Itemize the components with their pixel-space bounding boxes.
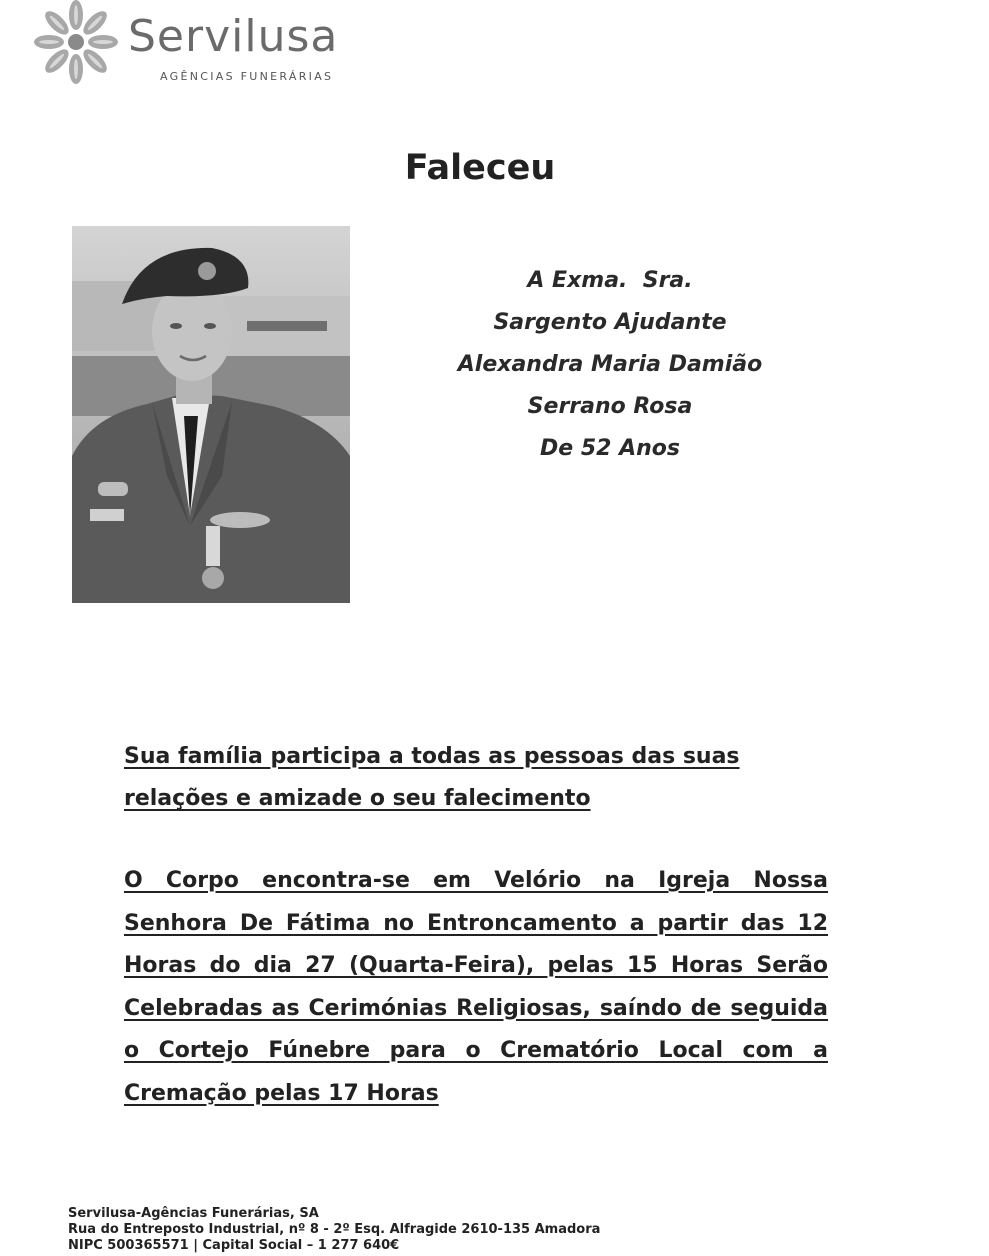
family-announcement: Sua família participa a todas as pessoas das suas relações e amizade o seu falecimento xyxy=(124,744,740,811)
funeral-arrangements: O Corpo encontra-se em Velório na Igreja Nossa Senhora De Fátima no Entroncamento a partir das 12 Horas do dia 27 (Quarta-Feira), pelas 15 Horas Serão Celebradas as Cerimónias Religiosas, saíndo de seguida o Cortejo Fúnebre para o Crematório Local com a Cremação pelas 17 Horas xyxy=(124,868,828,1106)
deceased-details xyxy=(420,260,800,470)
age: De 52 Anos xyxy=(539,436,680,461)
honorific: A Exma. Sra. xyxy=(527,268,693,293)
deceased-portrait-photo xyxy=(72,226,350,603)
full-name-line-2: Serrano Rosa xyxy=(527,394,693,419)
brand-name: Servilusa xyxy=(128,11,339,62)
brand-tagline: AGÊNCIAS FUNERÁRIAS xyxy=(160,70,334,83)
flower-logo-icon xyxy=(30,0,122,86)
portrait-illustration xyxy=(72,226,350,603)
footer-registry: NIPC 500365571 | Capital Social – 1 277 640€ xyxy=(68,1238,400,1253)
company-logo xyxy=(30,0,370,90)
page-title: Faleceu xyxy=(404,148,556,188)
full-name-line-1: Alexandra Maria Damião xyxy=(457,352,763,377)
footer-company-name: Servilusa-Agências Funerárias, SA xyxy=(68,1206,319,1221)
company-footer xyxy=(68,1206,600,1254)
rank: Sargento Ajudante xyxy=(493,310,727,335)
footer-address: Rua do Entreposto Industrial, nº 8 - 2º Esq. Alfragide 2610-135 Amadora xyxy=(68,1222,601,1237)
